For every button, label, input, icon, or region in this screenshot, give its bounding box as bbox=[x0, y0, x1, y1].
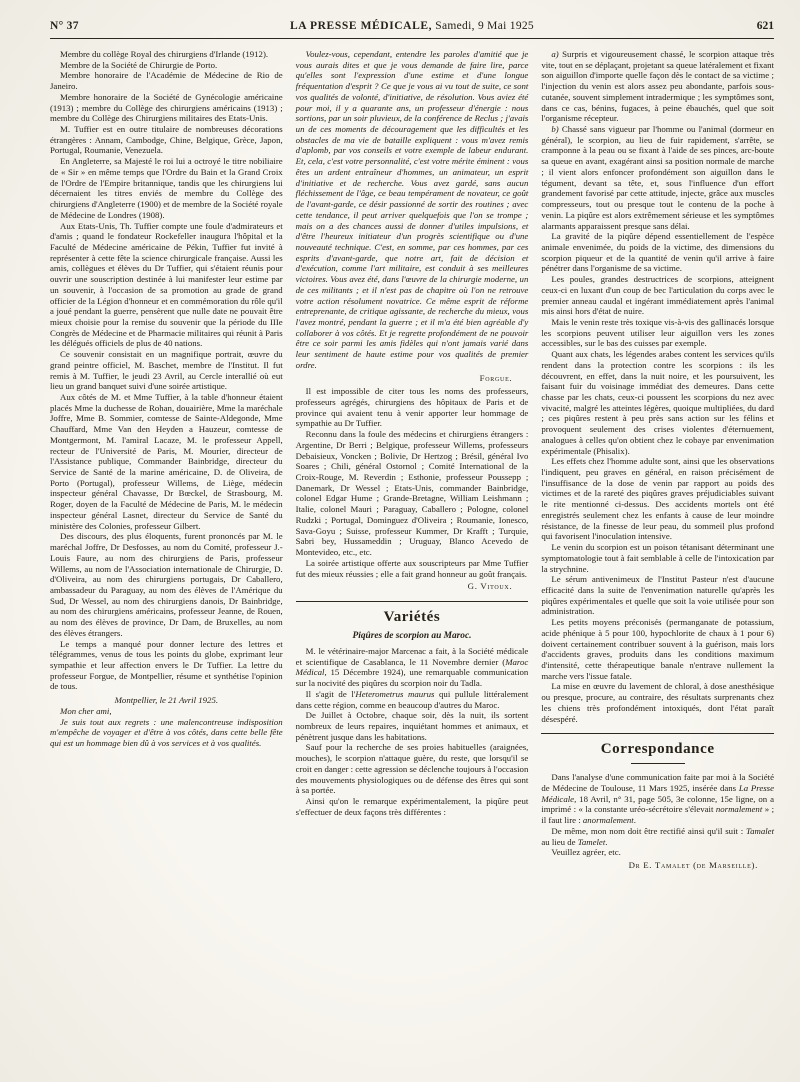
masthead-title bbox=[145, 20, 679, 32]
italic-inline: anormalement bbox=[582, 815, 634, 826]
paragraph: Aux côtés de M. et Mme Tuffier, à la table d'honneur étaient placés Mme la duchesse de Rohan, douairière, Mme la maréchale Joffre, Mme B. Sommier, comtesse de Sainte-Aldegonde, Mme Chauffard, Mme Van den Heyden a Hauzeur, comtesse de Montgermont, M. l'amiral Lacaze, M. le professeur Appell, recteur de l'Université de Paris, M. Mourier, directeur de l'Assistance publique, Commander Bainbridge, directeur du Service de Santé de la marine américaine, D. de Oliveira, de Porto (Portugal), professeur Willems, de Liège, médecin inspecteur général Chavasse, Dr Bœckel, de Strasbourg, M. Roger, doyen de la Faculté de Médecine de Paris, M. le médecin inspecteur général Lasnet, directeur du Service de Santé du ministère des Colonies, professeur Gilbert. bbox=[50, 392, 283, 531]
paragraph: M. le vétérinaire-major Marcenac a fait, à la Société médicale et scientifique de Casablanca, le 11 Novembre dernier (Maroc Médical, 15 Décembre 1924), une remarquable communication sur la nocivité des piqûres du scorpion noir du Tadla. bbox=[295, 645, 529, 689]
section-subtitle: Piqûres de scorpion au Maroc. bbox=[352, 630, 472, 641]
paragraph: Mon cher ami, bbox=[60, 705, 112, 716]
paragraph: Membre honoraire de l'Académie de Médecine de Rio de Janeiro. bbox=[50, 70, 283, 92]
paragraph: De Juillet à Octobre, chaque soir, dès la nuit, ils sortent nombreux de leurs repaires, inquiétant hommes et animaux, et pénètrent jusque dans les habitations. bbox=[295, 710, 529, 742]
paragraph: b) Chassé sans vigueur par l'homme ou l'animal (dormeur en général), le scorpion, au lieu de fuir rapidement, s'arrête, se cramponne à la peau ou se fixant à l'aide de ses pinces, arc-boute sa queue en avant, exagérant ainsi sa position normale de marche ; il vient alors enfoncer profondément son aiguillon dans le tégument, devant sa tête, et, sous l'influence d'un effort grandement favorisé par cette attitude, injecte, grâce aux muscles compresseurs, tout ou presque tout le contenu de la poche à venin. La piqûre est alors extrêmement sérieuse et les symptômes alarmants apparaissent presque sans délai. bbox=[541, 124, 775, 231]
column-1 bbox=[50, 49, 283, 874]
paragraph: En Angleterre, sa Majesté le roi lui a octroyé le titre nobiliaire de « Sir » en même temps que l'Ordre du Bain et la Grand Croix de l'Ordre de l'Empire britannique, tandis que les chirurgiens lui décernaient les titres enviés de membre du Collège des chirurgiens d'Angleterre (1900) et de membre de la Société royale de Médecine de Londres (1908). bbox=[50, 156, 283, 220]
paragraph: Membre de la Société de Chirurgie de Porto. bbox=[60, 59, 218, 70]
signature: Forgue. bbox=[479, 372, 513, 383]
italic-inline: Heterometrus maurus bbox=[355, 688, 435, 699]
italic-inline: La Presse Médicale bbox=[541, 783, 775, 804]
journal-name: LA PRESSE MÉDICALE, bbox=[290, 20, 433, 32]
signature: G. Vitoux. bbox=[467, 581, 513, 592]
page-number: 621 bbox=[756, 20, 774, 32]
dateline: Montpellier, le 21 Avril 1925. bbox=[114, 695, 219, 706]
signature: Dr E. Tamalet (de Marseille). bbox=[628, 860, 759, 871]
paragraph: La mise en œuvre du lavement de chloral, à dose anesthésique ou presque, procure, au contraire, des résultats surprenants chez les chiens très profondément intoxiqués, dont l'état paraît désespéré. bbox=[541, 681, 775, 724]
section-divider bbox=[541, 733, 774, 734]
paragraph-lead: a) bbox=[551, 49, 563, 59]
header-rule bbox=[50, 38, 774, 39]
paragraph: Membre honoraire de la Société de Gynécologie américaine (1913) ; membre du Collège des chirurgiens américains (1913) ; membre du Collège des Chirurgiens militaires des Etats-Unis. bbox=[50, 91, 283, 124]
paragraph: La gravité de la piqûre dépend essentiellement de l'espèce animale envenimée, du poids de la victime, des dimensions du scorpion piqueur et de la quantité de venin qu'il arrive à faire pénétrer dans l'organisme de sa victime. bbox=[541, 231, 775, 274]
italic-inline: Maroc Médical bbox=[295, 656, 529, 678]
paragraph-lead: b) bbox=[551, 124, 562, 135]
paragraph: Le temps a manqué pour donner lecture des lettres et télégrammes, venus de tous les points du globe, exprimant leur sympathie et leur affection envers le Dr Tuffier. La lettre du professeur Forgue, de Montpellier, résume et synthétise l'opinion de tous. bbox=[50, 638, 283, 692]
paragraph: Quant aux chats, les légendes arabes content les services qu'ils rendent dans la protection contre les scorpions : ils les découvrent, en effet, dans la nuit noire, et les poursuivent, les faisant fuir du voisinage immédiat des demeures. Dans cette chasse par les chats, ceux-ci poussent les scorpions du nez avec vivacité, malgré les atteintes légères, quoique multipliées, du dard ; ces piqûres restent à peu près sans action sur les félins et provoquent seulement des crises violentes d'éternuement, analogues à celles qu'on obtient chez le cobaye par envenimation expérimentale (Phisalix). bbox=[541, 349, 775, 456]
paragraph: Le venin du scorpion est un poison tétanisant déterminant une symptomatologie tout à fait semblable à celle de l'intoxication par la strychnine. bbox=[541, 542, 775, 574]
section-divider bbox=[296, 601, 529, 602]
paragraph: Ce souvenir consistait en un magnifique portrait, œuvre du grand peintre officiel, M. Baschet, membre de l'Institut. Il fut remis à M. Tuffier, le jeudi 23 Avril, au Cercle interallié où eut lieu un grand banquet suivi d'une soirée artistique. bbox=[50, 349, 283, 392]
paragraph: Veuillez agréer, etc. bbox=[551, 847, 621, 858]
issue-number: N° 37 bbox=[50, 20, 79, 32]
paragraph: Membre du collège Royal des chirurgiens d'Irlande (1912). bbox=[60, 49, 269, 59]
section-divider-short bbox=[631, 763, 685, 764]
issue-date: Samedi, 9 Mai 1925 bbox=[435, 20, 534, 32]
paragraph: Aux Etats-Unis, Th. Tuffier compte une foule d'admirateurs et d'amis ; quand le fondateur Rockefeller inaugura l'hôpital et la Faculté de Médecine américaine de Pékin, Tuffier fut invité à représenter à cette fête la science chirurgicale française. Aussi les amis, collègues et élèves du Dr Tuffier, qui s'étaient réunis pour ouvrir une souscription destinée à lui manifester leur estime par un souvenir, à l'occasion de sa promotion au grade de grand officier de la Légion d'honneur et en commémoration du rôle qu'il a joué pendant la guerre, pensèrent que nulle date ne pouvait être mieux choisie pour la remise du souvenir que la période du IIIe Congrès de Médecine et de Pharmacie militaires qui réunit à Paris les délégués officiels de plus de 40 nations. bbox=[50, 220, 283, 349]
paragraph: Mais le venin reste très toxique vis-à-vis des gallinacés lorsque les scorpions peuvent utiliser leur aiguillon vers les zones accessibles, sur le bas des cuisses par exemple. bbox=[541, 316, 775, 349]
text-columns bbox=[50, 49, 774, 874]
paragraph: Les effets chez l'homme adulte sont, ainsi que les observations l'indiquent, peu graves en général, en raison précisément de l'insuffisance de la dose de venin par rapport au poids des victimes et de la rareté des piqûres graves préjudiciables suivant le rite mentionné ci-dessus. Des accidents mortels ont été enregistrés seulement chez les enfants à cause de leur moindre résistance, de la finesse de leur peau, du sommeil plus profond qui favorisent l'inoculation intensive. bbox=[541, 456, 775, 542]
paragraph: Sauf pour la recherche de ses proies habituelles (araignées, mouches), le scorpion n'attaque guère, du reste, que lorsqu'il se croit en danger : cette agression se déclenche toujours à l'occasion des mouvements physiologiques ou de défense des êtres qui sont à sa portée. bbox=[295, 742, 529, 796]
column-2 bbox=[296, 49, 529, 874]
page-header bbox=[50, 20, 774, 32]
column-3 bbox=[541, 49, 774, 874]
paragraph: Je suis tout aux regrets : une malencontreuse indisposition m'empêche de voyager et d'être à vos côtés, dans cette belle fête qui est un hommage bien dû à vos services et à vos qualités. bbox=[50, 716, 283, 748]
paragraph: Dans l'analyse d'une communication faite par moi à la Société de Médecine de Toulouse, 11 Mars 1925, insérée dans La Presse Médicale, 18 Avril, n° 31, page 505, 3e colonne, 15e ligne, on a imprimé : « la constante uréo-sécrétoire s'élevait normalement » ; il faut lire : anormalement. bbox=[541, 772, 775, 826]
paragraph: Reconnu dans la foule des médecins et chirurgiens étrangers : Argentine, Dr Berri ; Belgique, professeur Willems, professeurs Debaisieux, Voncken ; Bolivie, Dr Hertzog ; Brésil, général Ivo Soares ; Chili, général Ostornol ; Comité International de la Croix-Rouge, M. Reverdin ; Esthonie, professeur Poussepp ; Danemark, Dr Wessel ; Etats-Unis, commander Bainbridge, colonel Edgar Hume ; Grande-Bretagne, William Leishmann ; Italie, colonel Mauri ; Paraguay, Caballero ; Pologne, colonel Rudzki ; Portugal, Dominguez d'Oliveira ; Roumanie, Ionesco, Sava-Goyu ; Suisse, professeur Kummer, Dr Krafft ; Turquie, Sabri bey, Hussameddin ; Uruguay, Blanco Acevedo de Montevideo, etc., etc. bbox=[295, 429, 529, 558]
paragraph: Voulez-vous, cependant, entendre les paroles d'amitié que je vous aurais dites et que je vous demande de faire lire, parce qu'elles sont l'expression d'une estime et d'une longue fréquentation d'esprit ? Ce que je vous ai vu tout de suite, ce sont vos qualités de volonté, d'initiative, de résolution. Vous aviez été pour moi, il y a quarante ans, un professeur d'énergie : nous sortions, par un soir pluvieux, de la conférence de Reclus ; j'avais un de ces moments de découragement que les difficultés et les obstacles de ma vie de bataille expliquent : vous m'avez remis d'aplomb, par vos conseils et votre exemple de labeur endurant. Et, cela, c'est votre personnalité, c'est votre mérite éminent : vous êtes un ardent entraîneur d'hommes, un animateur, un esprit d'initiative et de recherche. Vous avez gardé, sans aucun fléchissement de l'âge, ce beau tempérament de novateur, ce goût de l'avant-garde, ce désir passionné de sortir des routines ; avec cette tendance, il peut arriver quelquefois que l'on se trompe ; mais on a des chances aussi de donner d'utiles impulsions, et d'être l'heureux initiateur d'un progrès scientifique ou d'une nouveauté technique. C'est, en somme, par ces hommes, par ces esprits d'avant-garde, que notre art, fait de décision et d'exécution, comme l'art militaire, est conduit à ses meilleures victoires. Vous avez été, dans l'œuvre de la chirurgie moderne, un de ces militants ; et il n'est pas de chapitre où l'on ne retrouve votre action résolument novatrice. Ce même esprit de réforme entreprenante, de critique agissante, de recherche du mieux, vous l'avez montré, pendant la guerre ; et il m'a été bien agréable d'y collaborer à vos côtés. Et je regrette profondément de ne pouvoir être ce soir parmi les amis fidèles qui n'ont jamais varié dans leur sentiment de haute estime pour vos qualités de premier ordre. bbox=[295, 49, 529, 370]
paragraph: Les poules, grandes destructrices de scorpions, atteignent ceux-ci en luxant d'un coup de bec l'articulation du corps avec le premier anneau caudal et ingérant immédiatement après l'animal mis ainsi hors d'état de nuire. bbox=[541, 274, 775, 317]
italic-inline: normalement bbox=[715, 804, 763, 815]
paragraph: La soirée artistique offerte aux souscripteurs par Mme Tuffier fut des mieux réussies ; elle a fait grand honneur au goût français. bbox=[295, 557, 529, 579]
paragraph: Il s'agit de l'Heterometrus maurus qui pullule littéralement dans cette région, comme en beaucoup d'autres du Maroc. bbox=[295, 688, 529, 710]
paragraph: a) Surpris et vigoureusement chassé, le scorpion attaque très vite, tout en se déplaçant, projetant sa queue latéralement et fixant son aiguillon d'importe quelle façon dès le contact de sa victime ; l'injection du venin est alors assez peu abondante, parfois sous-cutanée, souvent simplement intradermique ; les symptômes sont, dans ce cas, bénins, fugaces, à peine ébauchés, quel que soit l'organisme récepteur. bbox=[541, 49, 775, 124]
paragraph: Ainsi qu'on le remarque expérimentalement, la piqûre peut s'effectuer de deux façons très différentes : bbox=[295, 796, 529, 817]
paragraph: Des discours, des plus éloquents, furent prononcés par M. le maréchal Joffre, Dr Desfosses, au nom du Comité, professeur J.-Louis Faure, au nom des chirurgiens de Paris, professeur Willems, au nom de l'Association internationale de Chirurgie, D. d'Oliveira, au nom des chirurgiens portugais, Dr Caballero, ambassadeur du Paraguay, au nom des élèves de l'Amérique du Sud, Dr Wessel, au nom des chirurgiens danois, Dr Bainbridge, au nom des chirurgiens américains, professeur Jeanne, de Rouen, au nom des élèves de province, Dr Dam, de Bruxelles, au nom des élèves étrangers. bbox=[50, 531, 283, 638]
italic-inline: Tamelet bbox=[577, 836, 606, 847]
paragraph: Il est impossible de citer tous les noms des professeurs, professeurs agrégés, chirurgiens des hôpitaux de Paris et de province qui avaient tenu à venir apporter leur hommage de sympathie au Dr Tuffier. bbox=[295, 386, 529, 429]
paragraph: M. Tuffier est en outre titulaire de nombreuses décorations étrangères : Annam, Cambodge, Chine, Belgique, Grèce, Japon, Portugal, Roumanie, Venezuela. bbox=[50, 124, 283, 156]
italic-inline: Tamalet bbox=[745, 825, 775, 836]
paragraph: Le sérum antivenimeux de l'Institut Pasteur n'est d'aucune efficacité dans la suite de l'envenimation naturelle qu'après les piqûres expérimentales et quelle que soit la voie utilisée pour son administration. bbox=[541, 574, 775, 617]
section-title: Variétés bbox=[383, 608, 441, 625]
section-title: Correspondance bbox=[600, 741, 715, 758]
paragraph: De même, mon nom doit être rectifié ainsi qu'il suit : Tamalet au lieu de Tamelet. bbox=[541, 825, 775, 847]
paragraph: Les petits moyens préconisés (permanganate de potassium, acide phénique à 5 pour 100, hypochlorite de chaux à 1 pour 6) doivent certainement contribuer souvent à la guérison, mais lors d'accidents graves, produits dans les conditions maximum d'intensité, cette thérapeutique banale n'entrave nullement la marche vers l'issue fatale. bbox=[541, 617, 775, 681]
